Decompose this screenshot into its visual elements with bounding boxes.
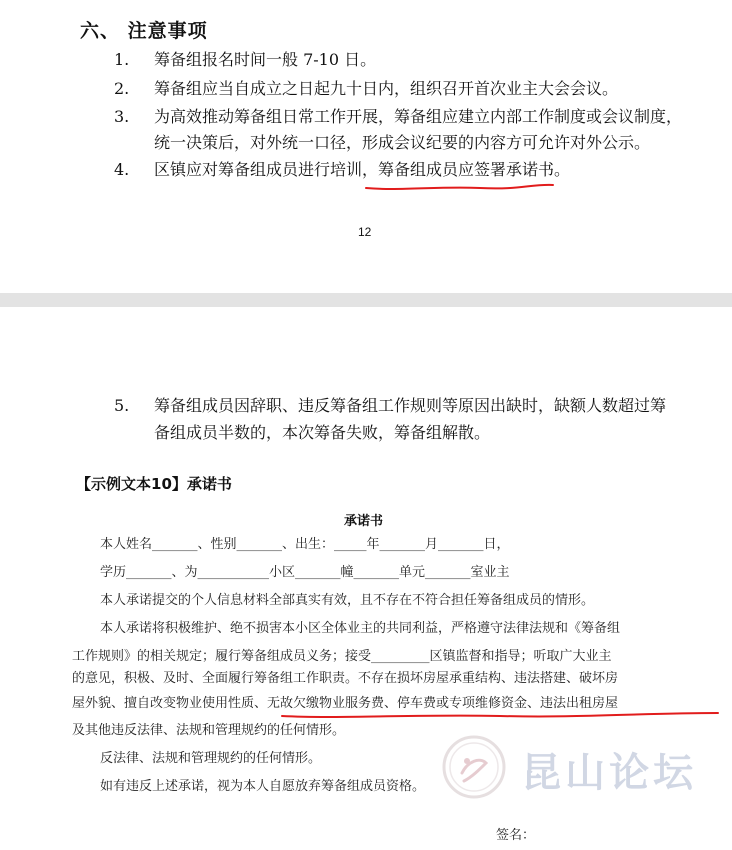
- note-number: 2.: [114, 79, 130, 98]
- watermark: [440, 733, 697, 805]
- letter-line: 本人承诺提交的个人信息材料全部真实有效，且不存在不符合担任筹备组成员的情形。: [100, 593, 595, 608]
- kunshan-logo-icon: [440, 733, 508, 805]
- note-item-4: [114, 157, 570, 183]
- watermark-text: 昆山论坛: [521, 749, 698, 796]
- note-item-5: [114, 393, 666, 419]
- signature-label: 签名：: [496, 828, 536, 843]
- letter-line: 工作规则》的相关规定；履行筹备组成员义务；接受_________区镇监督和指导；听取广大业主: [72, 649, 612, 664]
- note-item-5-continued: 备组成员半数的，本次筹备失败，筹备组解散。: [154, 423, 491, 442]
- letter-line: 学历_______、为___________小区_______幢_______单元_______室业主: [100, 565, 510, 580]
- note-number: 5.: [114, 396, 130, 415]
- page-number: 12: [358, 225, 372, 239]
- note-number: 4.: [114, 160, 130, 179]
- note-text: 筹备组成员因辞职、违反筹备组工作规则等原因出缺时，缺额人数超过筹: [154, 396, 667, 415]
- note-text: 筹备组报名时间一般 7-10 日。: [154, 50, 377, 69]
- note-text: 区镇应对筹备组成员进行培训，筹备组成员应签署承诺书。: [154, 160, 571, 179]
- letter-line: 屋外貌、擅自改变物业使用性质、无故欠缴物业服务费、停车费或专项维修资金、违法出租房屋: [72, 696, 619, 711]
- letter-line: 反法律、法规和管理规约的任何情形。: [100, 751, 322, 766]
- page-separator: [0, 293, 732, 307]
- letter-line: 及其他违反法律、法规和管理规约的任何情形。: [72, 723, 346, 738]
- note-number: 1.: [114, 50, 130, 69]
- note-item-1: [114, 47, 376, 73]
- note-text: 为高效推动筹备组日常工作开展，筹备组应建立内部工作制度或会议制度，: [154, 107, 683, 126]
- note-number: 3.: [114, 107, 130, 126]
- sample-title: 【示例文本10】承诺书: [76, 475, 232, 493]
- note-item-3-continued: 统一决策后，对外统一口径，形成会议纪要的内容方可允许对外公示。: [154, 133, 651, 152]
- letter-line: 如有违反上述承诺，视为本人自愿放弃筹备组成员资格。: [100, 779, 426, 794]
- letter-line: 本人承诺将积极维护、绝不损害本小区全体业主的共同利益，严格遵守法律法规和《筹备组: [100, 621, 621, 636]
- note-item-3: [114, 104, 682, 130]
- note-text: 筹备组应当自成立之日起九十日内，组织召开首次业主大会会议。: [154, 79, 619, 98]
- letter-line: 的意见，积极、及时、全面履行筹备组工作职责。不存在损坏房屋承重结构、违法搭建、破坏房: [72, 671, 619, 686]
- section-heading: 六、 注意事项: [80, 20, 208, 42]
- letter-title: 承诺书: [344, 514, 384, 529]
- letter-line: 本人姓名_______、性别_______、出生：_____年_______月_______日，: [100, 537, 510, 552]
- note-item-2: [114, 76, 618, 102]
